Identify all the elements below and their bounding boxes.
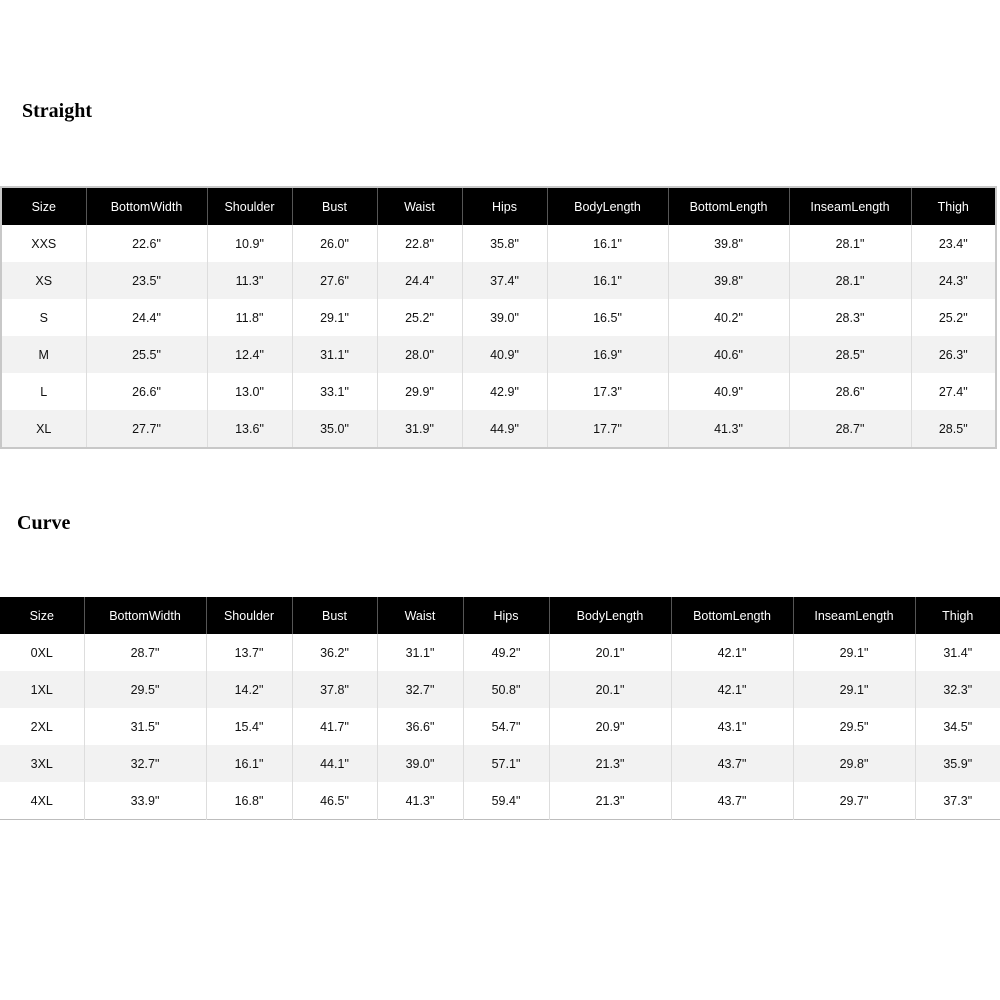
measurement-cell: 12.4" [207, 336, 292, 373]
column-header: Thigh [911, 187, 996, 225]
measurement-cell: 39.8" [668, 262, 789, 299]
measurement-cell: 22.8" [377, 225, 462, 262]
measurement-cell: 16.9" [547, 336, 668, 373]
measurement-cell: 28.1" [789, 225, 911, 262]
measurement-cell: 54.7" [463, 708, 549, 745]
measurement-cell: 40.6" [668, 336, 789, 373]
measurement-cell: 27.7" [86, 410, 207, 448]
measurement-cell: 32.7" [377, 671, 463, 708]
column-header: BottomLength [671, 597, 793, 634]
column-header: Bust [292, 187, 377, 225]
measurement-cell: 15.4" [206, 708, 292, 745]
table-row [1, 373, 996, 410]
column-header: Waist [377, 597, 463, 634]
measurement-cell: 39.8" [668, 225, 789, 262]
measurement-cell: 17.3" [547, 373, 668, 410]
table-row [0, 745, 1000, 782]
measurement-cell: 28.0" [377, 336, 462, 373]
measurement-cell: 27.4" [911, 373, 996, 410]
measurement-cell: 36.6" [377, 708, 463, 745]
measurement-cell: 20.9" [549, 708, 671, 745]
table-row [0, 708, 1000, 745]
measurement-cell: 20.1" [549, 634, 671, 671]
measurement-cell: 11.3" [207, 262, 292, 299]
measurement-cell: 24.4" [377, 262, 462, 299]
measurement-cell: 26.6" [86, 373, 207, 410]
measurement-cell: 35.0" [292, 410, 377, 448]
measurement-cell: 37.3" [915, 782, 1000, 820]
column-header: Hips [462, 187, 547, 225]
column-header: InseamLength [793, 597, 915, 634]
measurement-cell: 32.7" [84, 745, 206, 782]
column-header: Size [1, 187, 86, 225]
size-cell: 3XL [0, 745, 84, 782]
size-cell: 2XL [0, 708, 84, 745]
column-header: BottomLength [668, 187, 789, 225]
table-row [1, 225, 996, 262]
size-table-straight [0, 186, 997, 449]
measurement-cell: 25.2" [377, 299, 462, 336]
measurement-cell: 29.8" [793, 745, 915, 782]
measurement-cell: 26.3" [911, 336, 996, 373]
measurement-cell: 40.9" [462, 336, 547, 373]
measurement-cell: 31.5" [84, 708, 206, 745]
column-header: InseamLength [789, 187, 911, 225]
column-header: Waist [377, 187, 462, 225]
measurement-cell: 28.7" [789, 410, 911, 448]
size-cell: M [1, 336, 86, 373]
measurement-cell: 29.7" [793, 782, 915, 820]
measurement-cell: 33.9" [84, 782, 206, 820]
column-header: BodyLength [549, 597, 671, 634]
measurement-cell: 28.6" [789, 373, 911, 410]
measurement-cell: 29.1" [793, 634, 915, 671]
measurement-cell: 31.1" [292, 336, 377, 373]
column-header: BottomWidth [84, 597, 206, 634]
measurement-cell: 37.4" [462, 262, 547, 299]
table-row [0, 634, 1000, 671]
measurement-cell: 13.7" [206, 634, 292, 671]
measurement-cell: 40.9" [668, 373, 789, 410]
size-cell: XS [1, 262, 86, 299]
measurement-cell: 14.2" [206, 671, 292, 708]
section-title-curve: Curve [17, 512, 71, 534]
measurement-cell: 29.1" [793, 671, 915, 708]
table-header-row [0, 597, 1000, 634]
measurement-cell: 21.3" [549, 782, 671, 820]
measurement-cell: 41.3" [668, 410, 789, 448]
measurement-cell: 24.4" [86, 299, 207, 336]
size-cell: XL [1, 410, 86, 448]
measurement-cell: 31.4" [915, 634, 1000, 671]
measurement-cell: 23.5" [86, 262, 207, 299]
measurement-cell: 10.9" [207, 225, 292, 262]
measurement-cell: 35.8" [462, 225, 547, 262]
measurement-cell: 44.1" [292, 745, 377, 782]
column-header: Thigh [915, 597, 1000, 634]
size-table-curve [0, 597, 1000, 820]
table-row [1, 299, 996, 336]
measurement-cell: 43.7" [671, 745, 793, 782]
measurement-cell: 28.1" [789, 262, 911, 299]
measurement-cell: 31.9" [377, 410, 462, 448]
measurement-cell: 16.8" [206, 782, 292, 820]
measurement-cell: 16.5" [547, 299, 668, 336]
measurement-cell: 37.8" [292, 671, 377, 708]
measurement-cell: 43.7" [671, 782, 793, 820]
column-header: Shoulder [206, 597, 292, 634]
measurement-cell: 36.2" [292, 634, 377, 671]
measurement-cell: 25.2" [911, 299, 996, 336]
measurement-cell: 26.0" [292, 225, 377, 262]
measurement-cell: 42.9" [462, 373, 547, 410]
measurement-cell: 57.1" [463, 745, 549, 782]
measurement-cell: 39.0" [462, 299, 547, 336]
size-cell: XXS [1, 225, 86, 262]
column-header: Size [0, 597, 84, 634]
measurement-cell: 41.7" [292, 708, 377, 745]
measurement-cell: 16.1" [547, 262, 668, 299]
measurement-cell: 29.9" [377, 373, 462, 410]
size-cell: S [1, 299, 86, 336]
measurement-cell: 40.2" [668, 299, 789, 336]
measurement-cell: 27.6" [292, 262, 377, 299]
measurement-cell: 43.1" [671, 708, 793, 745]
measurement-cell: 44.9" [462, 410, 547, 448]
measurement-cell: 23.4" [911, 225, 996, 262]
column-header: BodyLength [547, 187, 668, 225]
measurement-cell: 24.3" [911, 262, 996, 299]
table-row [1, 336, 996, 373]
size-cell: 1XL [0, 671, 84, 708]
measurement-cell: 35.9" [915, 745, 1000, 782]
measurement-cell: 41.3" [377, 782, 463, 820]
measurement-cell: 50.8" [463, 671, 549, 708]
measurement-cell: 28.5" [789, 336, 911, 373]
measurement-cell: 13.6" [207, 410, 292, 448]
measurement-cell: 28.3" [789, 299, 911, 336]
measurement-cell: 49.2" [463, 634, 549, 671]
measurement-cell: 46.5" [292, 782, 377, 820]
measurement-cell: 16.1" [547, 225, 668, 262]
measurement-cell: 31.1" [377, 634, 463, 671]
measurement-cell: 29.1" [292, 299, 377, 336]
column-header: BottomWidth [86, 187, 207, 225]
measurement-cell: 20.1" [549, 671, 671, 708]
measurement-cell: 17.7" [547, 410, 668, 448]
measurement-cell: 28.5" [911, 410, 996, 448]
measurement-cell: 21.3" [549, 745, 671, 782]
section-title-straight: Straight [22, 100, 92, 122]
measurement-cell: 11.8" [207, 299, 292, 336]
measurement-cell: 42.1" [671, 671, 793, 708]
measurement-cell: 22.6" [86, 225, 207, 262]
measurement-cell: 59.4" [463, 782, 549, 820]
measurement-cell: 16.1" [206, 745, 292, 782]
measurement-cell: 25.5" [86, 336, 207, 373]
measurement-cell: 13.0" [207, 373, 292, 410]
column-header: Hips [463, 597, 549, 634]
measurement-cell: 29.5" [84, 671, 206, 708]
size-cell: 4XL [0, 782, 84, 820]
table-row [0, 782, 1000, 820]
measurement-cell: 29.5" [793, 708, 915, 745]
measurement-cell: 32.3" [915, 671, 1000, 708]
measurement-cell: 39.0" [377, 745, 463, 782]
size-cell: L [1, 373, 86, 410]
size-cell: 0XL [0, 634, 84, 671]
column-header: Shoulder [207, 187, 292, 225]
measurement-cell: 34.5" [915, 708, 1000, 745]
measurement-cell: 42.1" [671, 634, 793, 671]
column-header: Bust [292, 597, 377, 634]
table-header-row [1, 187, 996, 225]
measurement-cell: 33.1" [292, 373, 377, 410]
measurement-cell: 28.7" [84, 634, 206, 671]
table-row [1, 410, 996, 448]
table-row [1, 262, 996, 299]
table-row [0, 671, 1000, 708]
